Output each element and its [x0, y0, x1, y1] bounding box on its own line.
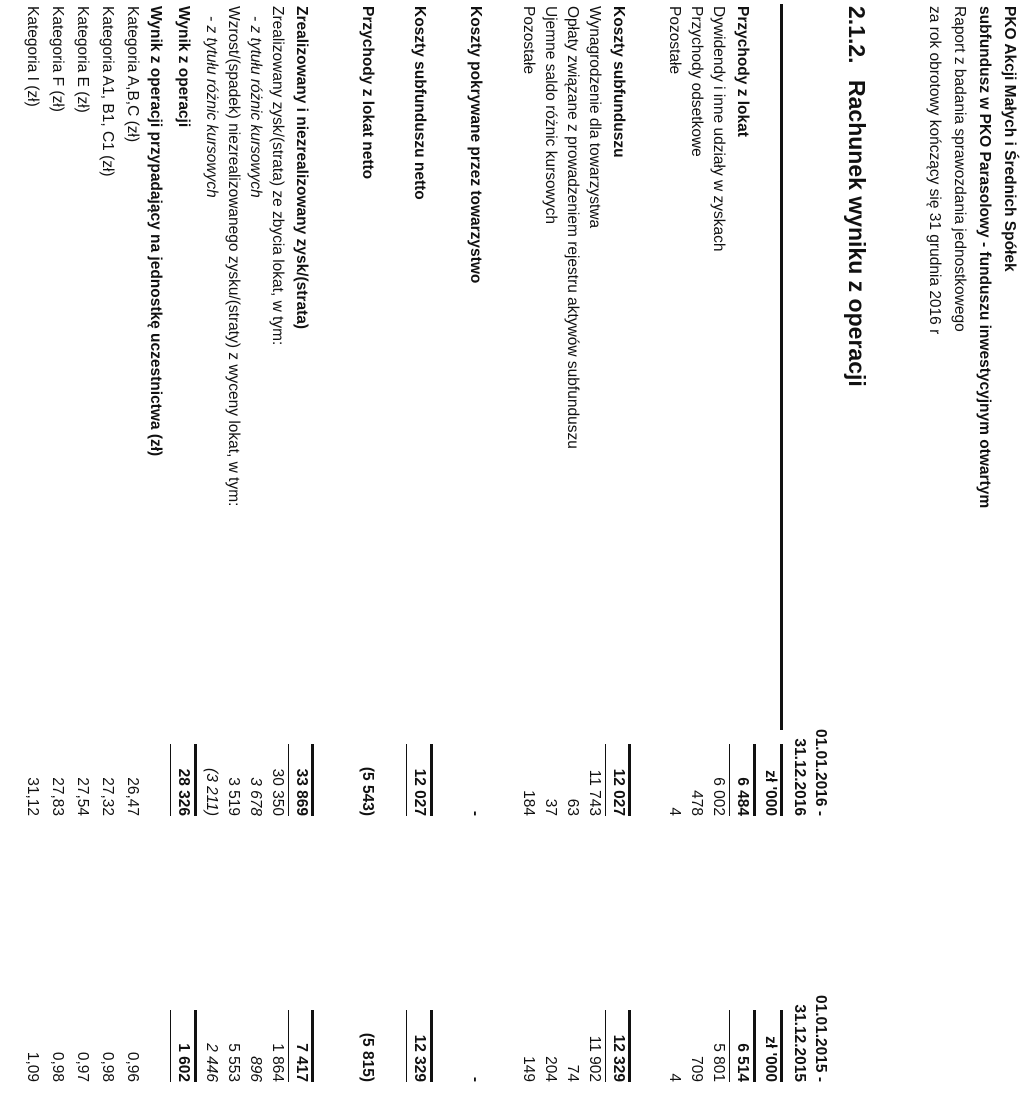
header-rule-col2: [780, 1010, 783, 1082]
value-2016-other-income: 4: [666, 807, 683, 816]
value-2015-dividends: 5 801: [710, 1043, 727, 1082]
rule-col1: [194, 744, 197, 816]
rule-col2: [753, 1010, 756, 1082]
value-2016-net-investment-income: (5 543): [359, 766, 376, 816]
row-label-result-per-unit: Wynik z operacji przypadający na jednostkę uczestnictwa (zł): [147, 6, 164, 457]
rule-col2: [628, 1010, 631, 1082]
value-2016-category-f: 27,83: [49, 777, 66, 816]
value-2016-interest-income: 478: [688, 790, 705, 816]
header-rule-col1: [780, 744, 783, 816]
rule-col1: [170, 744, 171, 816]
value-2015-category-e: 0,97: [74, 1051, 91, 1082]
report-name: Raport z badania sprawozdania jednostkowego: [951, 6, 968, 332]
value-2015-category-i: 1,09: [24, 1051, 41, 1082]
value-2016-other-costs: 184: [520, 790, 537, 816]
row-label-interest-income: Przychody odsetkowe: [688, 6, 705, 157]
row-label-realized-fx: - z tytułu różnic kursowych: [247, 16, 264, 198]
value-2016-category-abc: 26,47: [124, 777, 141, 816]
row-label-realized: Zrealizowany zysk/(strata) ze zbycia lokat, w tym:: [269, 6, 286, 346]
rule-col1: [288, 744, 289, 816]
rule-col1: [605, 744, 606, 816]
value-2016-subfund-costs: 12 027: [610, 768, 627, 816]
value-2015-unrealized-change: 5 553: [225, 1043, 242, 1082]
row-label-register-fees: Opłaty związane z prowadzeniem rejestru aktywów subfunduszu: [564, 6, 581, 449]
value-2015-management-fee: 11 902: [586, 1035, 603, 1082]
value-2015-realized-unrealized: 7 417: [293, 1043, 310, 1082]
unit-label-2015: zł '000: [762, 1036, 779, 1082]
row-label-other-income: Pozostałe: [666, 6, 683, 75]
row-label-fx-negative: Ujemne saldo różnic kursowych: [542, 6, 559, 224]
value-2015-operating-result: 1 602: [175, 1043, 192, 1082]
value-2015-unrealized-fx: 2 446: [203, 1043, 220, 1082]
value-2015-category-f: 0,98: [49, 1051, 66, 1082]
value-2016-fx-negative: 37: [542, 798, 559, 816]
value-2016-unrealized-change: 3 519: [225, 777, 242, 816]
column-header-2015-start: 01.01.2015 -: [812, 994, 829, 1082]
row-label-investment-income: Przychody z lokat: [734, 6, 751, 137]
row-label-dividends: Dywidendy i inne udziały w zyskach: [710, 6, 727, 252]
value-2015-investment-income: 6 514: [734, 1043, 751, 1082]
value-2015-realized: 1 864: [269, 1043, 286, 1082]
rule-col2: [729, 1010, 730, 1082]
value-2016-category-a1b1c1: 27,32: [99, 777, 116, 816]
rule-col2: [430, 1010, 433, 1082]
value-2015-category-abc: 0,96: [124, 1051, 141, 1082]
rule-col1: [406, 744, 407, 816]
value-2016-register-fees: 63: [564, 798, 581, 816]
rule-col1: [628, 744, 631, 816]
value-2015-costs-covered: -: [467, 1076, 484, 1082]
column-header-2016-start: 01.01.2016 -: [812, 728, 829, 816]
value-2016-investment-income: 6 484: [734, 777, 751, 816]
row-label-category-abc: Kategoria A,B,C (zł): [124, 6, 141, 143]
value-2016-dividends: 6 002: [710, 777, 727, 816]
row-label-subfund-costs: Koszty subfunduszu: [610, 6, 627, 158]
value-2016-realized-unrealized: 33 869: [293, 768, 310, 816]
value-2015-register-fees: 74: [564, 1064, 581, 1082]
section-number: 2.1.2.: [844, 6, 870, 64]
value-2016-realized-fx: 3 678: [247, 777, 264, 816]
value-2015-fx-negative: 204: [542, 1056, 559, 1082]
row-label-operating-result: Wynik z operacji: [175, 6, 192, 128]
value-2016-net-costs: 12 027: [411, 768, 428, 816]
rule-col2: [288, 1010, 289, 1082]
subfund-description: subfundusz w PKO Parasolowy - funduszu inwestycyjnym otwartym: [976, 6, 993, 509]
rule-col1: [729, 744, 730, 816]
rule-col2: [170, 1010, 171, 1082]
value-2016-operating-result: 28 326: [175, 768, 192, 816]
value-2016-unrealized-fx: (3 211): [203, 768, 220, 816]
report-period: za rok obrotowy kończący się 31 grudnia 2016 r: [926, 6, 943, 335]
row-label-unrealized-fx: - z tytułu różnic kursowych: [203, 16, 220, 198]
row-label-unrealized-change: Wzrost/(spadek) niezrealizowanego zysku/(straty) z wyceny lokat, w tym:: [225, 6, 242, 507]
row-label-management-fee: Wynagrodzenie dla towarzystwa: [586, 6, 603, 229]
rule-col1: [753, 744, 756, 816]
value-2016-costs-covered: -: [467, 810, 484, 816]
value-2015-subfund-costs: 12 329: [610, 1034, 627, 1082]
row-label-other-costs: Pozostałe: [520, 6, 537, 75]
row-label-category-a1b1c1: Kategoria A1, B1, C1 (zł): [99, 6, 116, 177]
value-2015-realized-fx: 896: [247, 1056, 264, 1082]
column-header-2015-end: 31.12.2015: [791, 1004, 808, 1082]
rule-col1: [430, 744, 433, 816]
fund-name: PKO Akcji Małych i Średnich Spółek: [1001, 6, 1018, 272]
rule-col2: [194, 1010, 197, 1082]
row-label-net-investment-income: Przychody z lokat netto: [359, 6, 376, 180]
rule-col2: [605, 1010, 606, 1082]
value-2016-realized: 30 350: [269, 768, 286, 816]
value-2016-category-e: 27,54: [74, 777, 91, 816]
section-title: Rachunek wyniku z operacji: [844, 80, 870, 387]
value-2016-category-i: 31,12: [24, 777, 41, 816]
value-2015-other-costs: 149: [520, 1056, 537, 1082]
row-label-category-f: Kategoria F (zł): [49, 6, 66, 112]
rule-col2: [311, 1010, 314, 1082]
row-label-net-costs: Koszty subfunduszu netto: [411, 6, 428, 200]
rule-col2: [406, 1010, 407, 1082]
row-label-realized-unrealized: Zrealizowany i niezrealizowany zysk/(strata): [293, 6, 310, 330]
row-label-costs-covered: Koszty pokrywane przez towarzystwo: [467, 6, 484, 284]
column-header-2016-end: 31.12.2016: [791, 738, 808, 816]
value-2016-management-fee: 11 743: [586, 769, 603, 816]
row-label-category-e: Kategoria E (zł): [74, 6, 91, 113]
value-2015-net-costs: 12 329: [411, 1034, 428, 1082]
rule-col1: [311, 744, 314, 816]
value-2015-category-a1b1c1: 0,98: [99, 1051, 116, 1082]
row-label-category-i: Kategoria I (zł): [24, 6, 41, 107]
unit-label-2016: zł '000: [762, 770, 779, 816]
value-2015-net-investment-income: (5 815): [359, 1032, 376, 1082]
value-2015-other-income: 4: [666, 1073, 683, 1082]
header-rule-labels: [780, 4, 783, 730]
value-2015-interest-income: 709: [688, 1056, 705, 1082]
